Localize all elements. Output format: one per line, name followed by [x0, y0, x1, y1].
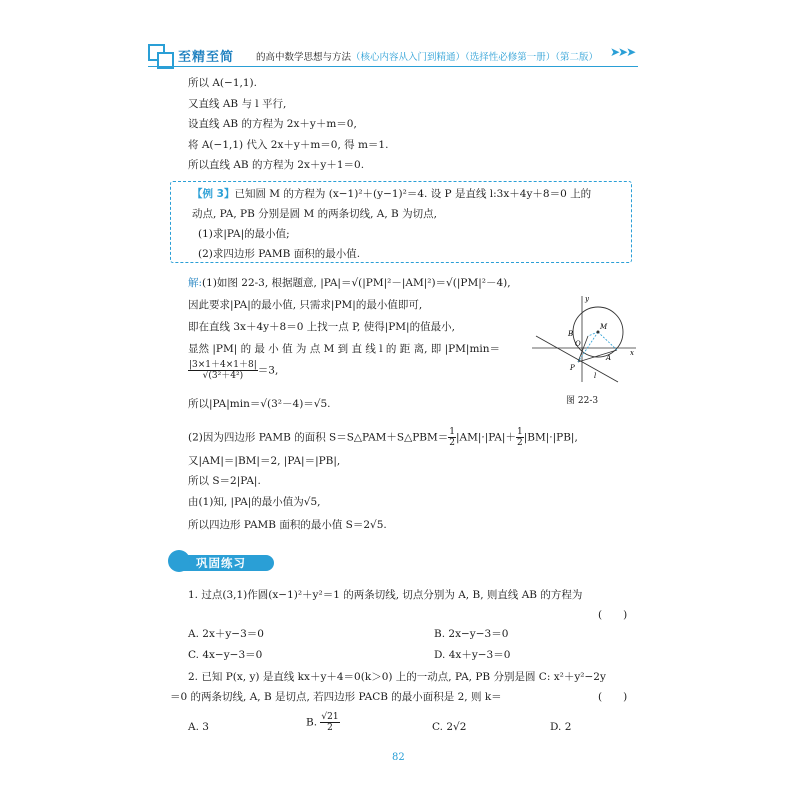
solution-line: 又|AM|＝|BM|＝2, |PA|＝|PB|,	[188, 455, 341, 467]
answer-paren: ( )	[598, 609, 628, 621]
header-title-main: 的高中数学思想与方法	[256, 52, 352, 63]
option-d: D. 4x＋y−3＝0	[434, 649, 511, 661]
page-number: 82	[392, 752, 405, 763]
intro-line: 所以 A(−1,1).	[188, 77, 257, 89]
fraction-numerator: 1	[516, 427, 523, 437]
area-head: (2)因为四边形 PAMB 的面积 S＝S△PAM＋S△PBM＝	[188, 431, 449, 444]
fraction-numerator: |3×1＋4×1＋8|	[189, 360, 257, 370]
half-fraction	[516, 427, 524, 448]
option-a: A. 3	[188, 721, 209, 733]
segment-mb	[588, 332, 598, 336]
label-y: y	[585, 295, 589, 303]
intro-line: 将 A(−1,1) 代入 2x＋y＋m＝0, 得 m＝1.	[188, 139, 389, 151]
label-m: M	[600, 323, 608, 331]
option-c: C. 2√2	[432, 721, 467, 733]
half-fraction	[448, 427, 456, 448]
segment-ma	[598, 332, 617, 350]
page-header	[148, 44, 668, 66]
label-o: O	[575, 340, 581, 348]
fraction-numerator: 1	[449, 427, 455, 437]
label-a: A	[606, 354, 612, 362]
question-2: 2. 已知 P(x, y) 是直线 kx＋y＋4＝0(k＞0) 上的一动点, PA, PB 分别是圆 C: x²＋y²−2y	[188, 671, 606, 683]
solution-line	[188, 427, 578, 448]
solution-fraction-line	[188, 360, 278, 381]
solution-line: 因此要求|PA|的最小值, 只需求|PM|的最小值即可,	[188, 299, 423, 311]
option-d: D. 2	[550, 721, 572, 733]
header-title	[256, 49, 598, 63]
option-b-fraction	[320, 712, 339, 733]
example-tag: 【例 3】	[192, 188, 235, 200]
header-arrows-icon: ➤➤➤	[610, 45, 635, 59]
solution-line: 所以|PA|min＝√(3²－4)＝√5.	[188, 398, 331, 410]
example-text: 已知圆 M 的方程为 (x−1)²＋(y−1)²＝4. 设 P 是直线 l:3x＋4y＋8＝0 上的	[234, 188, 592, 200]
fraction-numerator: √21	[321, 712, 339, 722]
solution-line: 所以 S＝2|PA|.	[188, 475, 261, 487]
label-b: B	[568, 330, 574, 338]
solution-line: 显然 |PM| 的 最 小 值 为 点 M 到 直 线 l 的 距 离, 即 |PM|min＝	[188, 343, 501, 355]
figure-caption: 图 22-3	[566, 396, 599, 406]
section-globe-icon	[168, 550, 190, 572]
example-line	[192, 187, 591, 201]
example-line: 动点, PA, PB 分别是圆 M 的两条切线, A, B 为切点,	[192, 208, 437, 220]
section-title: 巩固练习	[196, 556, 246, 570]
tangent-pa	[578, 350, 617, 362]
question-2-cont: ＝0 的两条切线, A, B 是切点, 若四边形 PACB 的最小面积是 2, 则 k＝	[170, 691, 502, 703]
header-brand: 至精至简	[178, 50, 235, 65]
fraction-denominator: 2	[516, 438, 523, 448]
intro-line: 所以直线 AB 的方程为 2x＋y＋1＝0.	[188, 159, 365, 171]
label-p: P	[570, 364, 575, 372]
question-1: 1. 过点(3,1)作圆(x−1)²＋y²＝1 的两条切线, 切点分别为 A, B, 则直线 AB 的方程为	[188, 589, 583, 601]
option-a: A. 2x＋y−3＝0	[188, 628, 264, 640]
example-question-1: (1)求|PA|的最小值;	[198, 228, 290, 240]
solution-line: 由(1)知, |PA|的最小值为√5,	[188, 496, 321, 508]
solution-text: (1)如图 22-3, 根据题意, |PA|＝√(|PM|²－|AM|²)＝√(|PM|²－4),	[202, 277, 511, 289]
header-title-sub: （核心内容从入门到精通）（选择性必修第一册）（第二版）	[351, 52, 599, 63]
label-x: x	[630, 349, 634, 357]
option-c: C. 4x−y−3＝0	[188, 649, 263, 661]
header-divider	[148, 66, 638, 67]
solution-line: 即在直线 3x＋4y＋8＝0 上找一点 P, 使得|PM|的值最小,	[188, 321, 455, 333]
solution-tag: 解:	[188, 277, 203, 289]
figure-22-3	[526, 292, 642, 388]
intro-line: 设直线 AB 的方程为 2x＋y＋m＝0,	[188, 118, 357, 130]
option-b	[306, 712, 340, 733]
answer-paren: ( )	[598, 691, 628, 703]
intro-line: 又直线 AB 与 l 平行,	[188, 98, 287, 110]
example-question-2: (2)求四边形 PAMB 面积的最小值.	[198, 248, 361, 260]
solution-line	[188, 276, 511, 290]
fraction-denominator: √(3²＋4²)	[202, 371, 244, 381]
distance-fraction	[188, 360, 258, 381]
option-b-label: B.	[306, 716, 318, 729]
label-l: l	[594, 372, 597, 380]
area-term-b: |BM|·|PB|,	[523, 431, 578, 444]
fraction-denominator: 2	[327, 723, 333, 733]
fraction-tail: ＝3,	[257, 364, 279, 377]
area-term-a: |AM|·|PA|＋	[455, 431, 516, 444]
option-b: B. 2x−y−3＝0	[434, 628, 509, 640]
fraction-denominator: 2	[449, 438, 455, 448]
solution-line: 所以四边形 PAMB 面积的最小值 S＝2√5.	[188, 519, 387, 531]
